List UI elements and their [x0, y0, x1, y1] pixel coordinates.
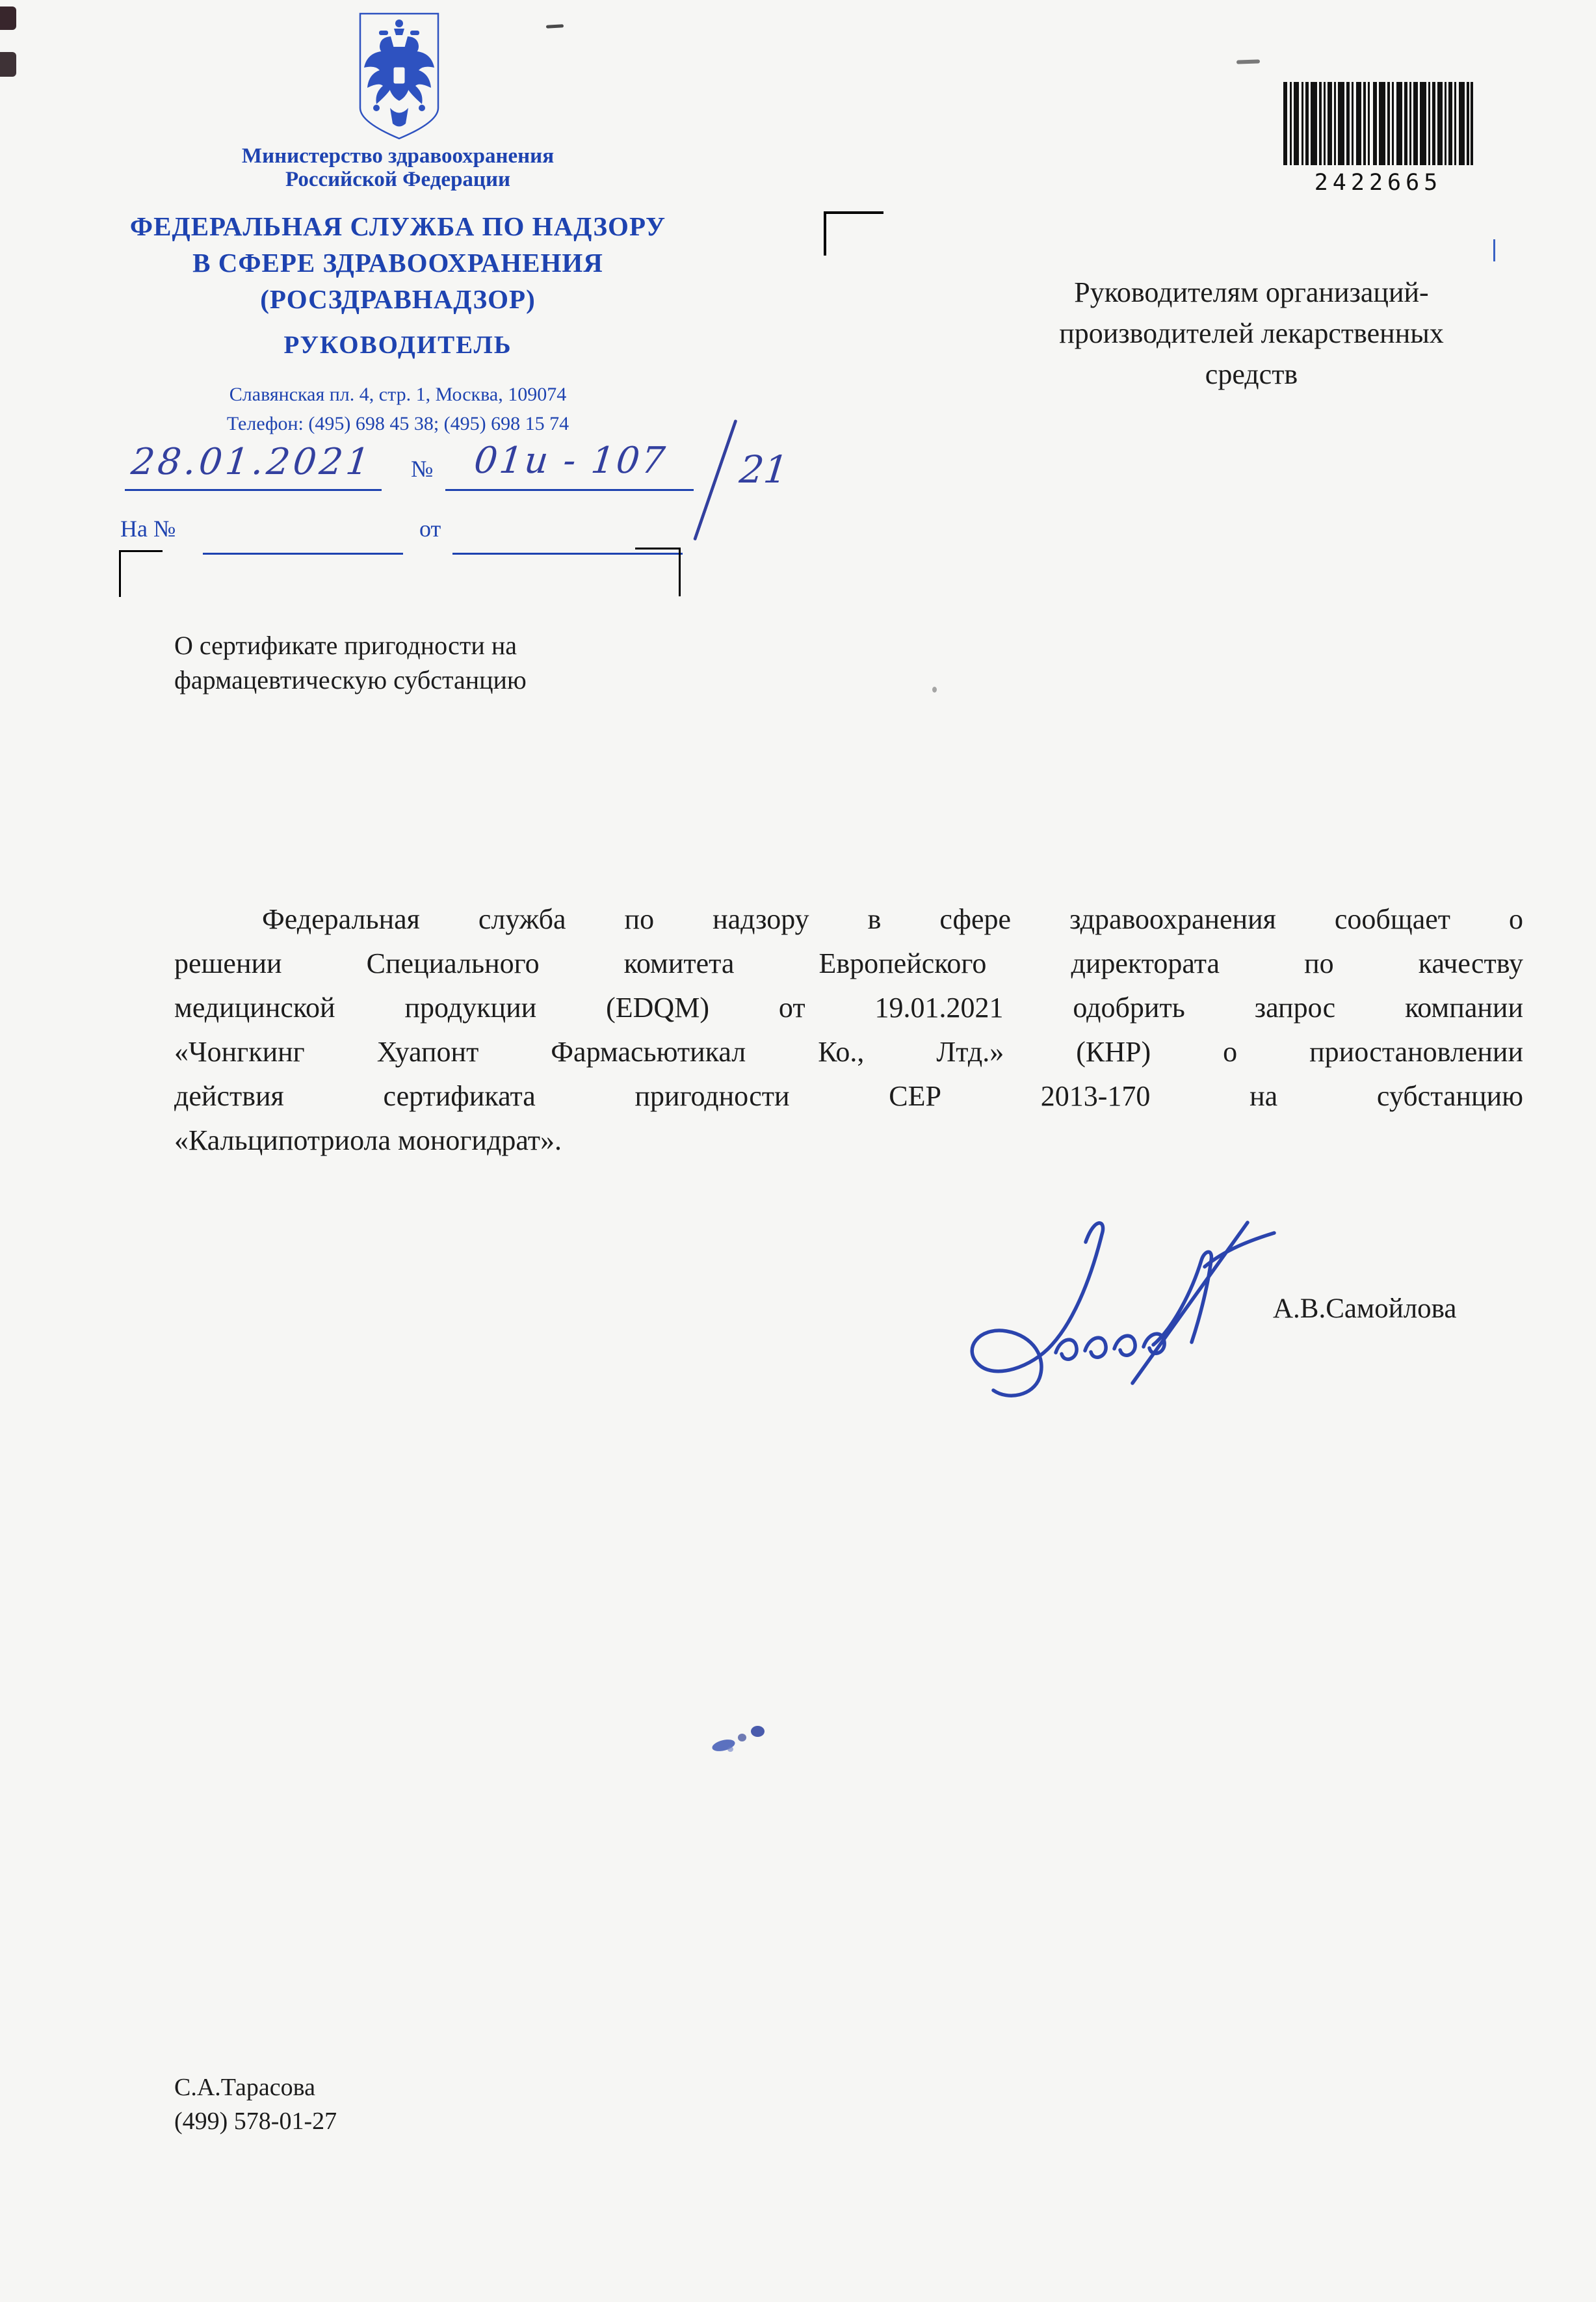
executor-name: С.А.Тарасова	[174, 2074, 315, 2101]
body-line: медицинской продукции (EDQM) от 19.01.2021 одобрить запрос компании	[174, 992, 1523, 1024]
ministry-line2: Российской Федерации	[285, 168, 510, 191]
recipient-line3: средств	[1205, 358, 1298, 390]
service-line2: В СФЕРЕ ЗДРАВООХРАНЕНИЯ	[192, 248, 603, 278]
barcode-bars	[1283, 82, 1473, 165]
contact-block	[40, 380, 755, 438]
signer-name: А.В.Самойлова	[1273, 1293, 1457, 1324]
phone-line: Телефон: (495) 698 45 38; (495) 698 15 74	[226, 413, 569, 434]
scan-dot-artifact	[932, 687, 937, 693]
ministry-line1: Министерство здравоохранения	[241, 144, 555, 168]
recipient-block	[962, 272, 1541, 395]
handwritten-signature	[918, 1204, 1302, 1409]
date-underline	[125, 489, 382, 491]
subject-line1: О сертификате пригодности на	[174, 631, 517, 660]
recipient-line2: производителей лекарственных	[1059, 317, 1444, 349]
ref-number-label: На №	[120, 516, 176, 542]
subject-line2: фармацевтическую субстанцию	[174, 665, 527, 695]
service-line1: ФЕДЕРАЛЬНАЯ СЛУЖБА ПО НАДЗОРУ	[129, 211, 666, 241]
corner-bracket-left	[119, 550, 163, 597]
position-title: РУКОВОДИТЕЛЬ	[283, 331, 512, 359]
body-line: действия сертификата пригодности СЕР 2013-170 на субстанцию	[174, 1080, 1523, 1112]
handwritten-number: 01и - 107	[472, 440, 669, 482]
ministry-name	[40, 144, 755, 191]
recipient-line1: Руководителям организаций-	[1074, 276, 1429, 308]
service-name	[40, 208, 755, 317]
body-line: решении Специального комитета Европейского директората по качеству	[174, 947, 1523, 979]
scan-edge-mark	[0, 52, 16, 77]
corner-bracket-right	[635, 548, 681, 596]
ref-number-underline	[203, 553, 403, 555]
body-line: «Чонгкинг Хуапонт Фармасьютикал Ко., Лтд.» (КНР) о приостановлении	[174, 1036, 1523, 1068]
body-line: Федеральная служба по надзору в сфере здравоохранения сообщает о	[262, 903, 1523, 935]
body-paragraph	[174, 897, 1523, 1163]
handwritten-number-suffix: 21	[737, 447, 791, 492]
ref-from-label: от	[419, 516, 441, 542]
barcode-number: 2422665	[1314, 170, 1443, 196]
subject-block	[174, 628, 681, 697]
number-sign: №	[411, 456, 434, 482]
scan-dash-artifact	[546, 24, 564, 28]
executor-phone: (499) 578-01-27	[174, 2108, 337, 2135]
number-underline	[445, 489, 694, 491]
barcode	[1282, 82, 1474, 196]
corner-tick-right	[1493, 239, 1495, 261]
ink-smudge	[712, 1725, 790, 1764]
executor-block	[174, 2070, 337, 2138]
service-line3: (РОСЗДРАВНАДЗОР)	[260, 284, 536, 314]
scan-edge-mark	[0, 7, 16, 30]
handwritten-date: 28.01.2021	[129, 441, 375, 483]
address-line: Славянская пл. 4, стр. 1, Москва, 109074	[229, 384, 567, 405]
scan-dash-artifact	[1236, 59, 1260, 64]
coat-of-arms-icon	[356, 10, 442, 142]
body-line: «Кальципотриола моногидрат».	[174, 1124, 562, 1156]
corner-bracket-recipient	[824, 211, 883, 256]
